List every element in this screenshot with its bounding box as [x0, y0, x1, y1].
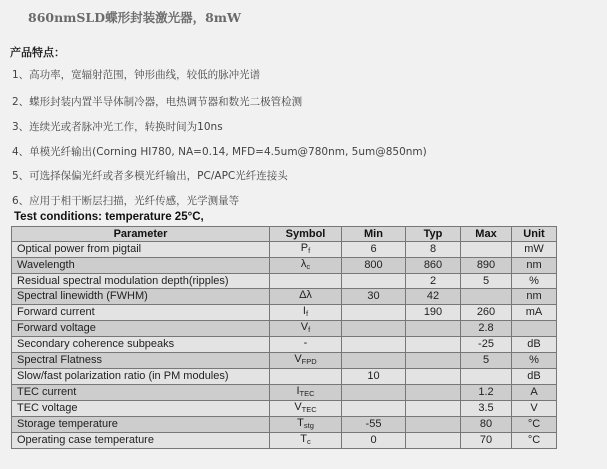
symbol-main: I — [296, 384, 300, 397]
cell-parameter: Storage temperature — [12, 416, 270, 432]
symbol-subscript: f — [308, 325, 311, 335]
cell-parameter: TEC voltage — [12, 400, 270, 416]
symbol-main: λ — [300, 258, 307, 271]
symbol-subscript: stg — [303, 420, 314, 430]
cell-unit: °C — [512, 432, 557, 448]
cell-symbol — [270, 258, 342, 274]
cell-max: 260 — [461, 305, 512, 321]
cell-typ: 860 — [406, 258, 461, 274]
symbol-subscript: TEC — [299, 388, 315, 398]
header-typ: Typ — [406, 227, 461, 242]
cell-max — [461, 369, 512, 384]
cell-max: 3.5 — [461, 400, 512, 416]
cell-parameter: Operating case temperature — [12, 432, 270, 448]
symbol-subscript: c — [306, 262, 311, 272]
cell-min: 0 — [342, 432, 406, 448]
cell-typ — [406, 432, 461, 448]
cell-max: 5 — [461, 353, 512, 369]
cell-max — [461, 242, 512, 258]
header-unit: Unit — [512, 227, 557, 242]
cell-min: 30 — [342, 289, 406, 305]
cell-symbol — [270, 416, 342, 432]
cell-min: -55 — [342, 416, 406, 432]
cell-unit: dB — [512, 369, 557, 384]
cell-typ: 8 — [406, 242, 461, 258]
symbol-subscript: FPD — [301, 357, 317, 367]
cell-max: 1.2 — [461, 384, 512, 400]
cell-parameter: Spectral linewidth (FWHM) — [12, 289, 270, 305]
cell-min — [342, 384, 406, 400]
table-row — [12, 258, 557, 274]
cell-min: 6 — [342, 242, 406, 258]
header-symbol: Symbol — [270, 227, 342, 242]
cell-symbol — [270, 384, 342, 400]
cell-symbol — [270, 337, 342, 353]
cell-min: 10 — [342, 369, 406, 384]
test-conditions: Test conditions: temperature 25°C, — [14, 211, 204, 223]
page-title: 860nmSLD蝶形封装激光器，8mW — [28, 10, 242, 25]
symbol-main: Δλ — [299, 289, 312, 302]
cell-parameter: Secondary coherence subpeaks — [12, 337, 270, 353]
table-row — [12, 400, 557, 416]
cell-typ — [406, 337, 461, 353]
cell-typ: 190 — [406, 305, 461, 321]
cell-parameter: Optical power from pigtail — [12, 242, 270, 258]
cell-max: 5 — [461, 274, 512, 289]
cell-symbol — [270, 289, 342, 305]
cell-unit: nm — [512, 289, 557, 305]
symbol-main: V — [294, 353, 302, 366]
cell-unit: V — [512, 400, 557, 416]
cell-min — [342, 353, 406, 369]
cell-unit: mA — [512, 305, 557, 321]
cell-symbol — [270, 242, 342, 258]
cell-unit: % — [512, 353, 557, 369]
cell-parameter: Spectral Flatness — [12, 353, 270, 369]
cell-typ: 42 — [406, 289, 461, 305]
cell-max: 2.8 — [461, 321, 512, 337]
cell-unit: °C — [512, 416, 557, 432]
cell-parameter: Slow/fast polarization ratio (in PM modules) — [12, 369, 270, 384]
cell-typ — [406, 416, 461, 432]
cell-unit: A — [512, 384, 557, 400]
header-max: Max — [461, 227, 512, 242]
table-row — [12, 337, 557, 353]
spec-table — [11, 226, 557, 449]
symbol-subscript: f — [305, 309, 309, 319]
feature-item: 4、单模光纤输出(Corning HI780, NA=0.14, MFD=4.5um@780nm, 5um@850nm) — [12, 146, 427, 158]
table-row — [12, 242, 557, 258]
feature-item: 6、应用于相干断层扫描，光纤传感，光学测量等 — [12, 195, 240, 207]
symbol-main: T — [300, 432, 307, 445]
features-heading: 产品特点： — [10, 46, 65, 59]
feature-item: 5、可选择保偏光纤或者多模光纤输出，PC/APC光纤连接头 — [12, 170, 288, 182]
symbol-subscript: c — [306, 436, 311, 446]
cell-min: 800 — [342, 258, 406, 274]
symbol-main: T — [297, 416, 304, 429]
cell-symbol — [270, 369, 342, 384]
cell-typ — [406, 353, 461, 369]
table-row — [12, 305, 557, 321]
cell-typ — [406, 369, 461, 384]
cell-max: -25 — [461, 337, 512, 353]
symbol-main: V — [294, 400, 302, 413]
cell-min — [342, 400, 406, 416]
table-row — [12, 289, 557, 305]
cell-min — [342, 321, 406, 337]
cell-symbol — [270, 321, 342, 337]
cell-min — [342, 337, 406, 353]
cell-max: 80 — [461, 416, 512, 432]
feature-item: 2、蝶形封装内置半导体制冷器，电热调节器和数光二极管检测 — [12, 96, 303, 108]
symbol-main: P — [300, 242, 309, 255]
feature-item: 1、高功率，宽辐射范围，钟形曲线，较低的脉冲光谱 — [12, 69, 261, 81]
cell-max — [461, 289, 512, 305]
symbol-subscript: f — [308, 246, 311, 256]
cell-max: 890 — [461, 258, 512, 274]
cell-parameter: Residual spectral modulation depth(ripples) — [12, 274, 270, 289]
table-row — [12, 274, 557, 289]
cell-unit — [512, 321, 557, 337]
symbol-main: I — [302, 305, 306, 318]
cell-symbol — [270, 432, 342, 448]
header-parameter: Parameter — [12, 227, 270, 242]
cell-symbol — [270, 274, 342, 289]
cell-unit: % — [512, 274, 557, 289]
cell-symbol — [270, 400, 342, 416]
cell-symbol — [270, 305, 342, 321]
table-header-row — [12, 227, 557, 242]
cell-max: 70 — [461, 432, 512, 448]
header-min: Min — [342, 227, 406, 242]
cell-unit: nm — [512, 258, 557, 274]
table-row — [12, 432, 557, 448]
table-row — [12, 369, 557, 384]
cell-typ — [406, 384, 461, 400]
cell-typ: 2 — [406, 274, 461, 289]
cell-typ — [406, 400, 461, 416]
cell-parameter: Wavelength — [12, 258, 270, 274]
symbol-main: V — [300, 321, 309, 334]
cell-typ — [406, 321, 461, 337]
cell-unit: mW — [512, 242, 557, 258]
table-row — [12, 353, 557, 369]
cell-symbol — [270, 353, 342, 369]
cell-unit: dB — [512, 337, 557, 353]
cell-parameter: Forward current — [12, 305, 270, 321]
cell-min — [342, 305, 406, 321]
symbol-subscript: TEC — [301, 404, 317, 414]
cell-min — [342, 274, 406, 289]
cell-parameter: TEC current — [12, 384, 270, 400]
table-row — [12, 416, 557, 432]
table-row — [12, 321, 557, 337]
symbol-main: - — [303, 337, 308, 350]
table-row — [12, 384, 557, 400]
cell-parameter: Forward voltage — [12, 321, 270, 337]
feature-item: 3、连续光或者脉冲光工作，转换时间为10ns — [12, 121, 223, 133]
